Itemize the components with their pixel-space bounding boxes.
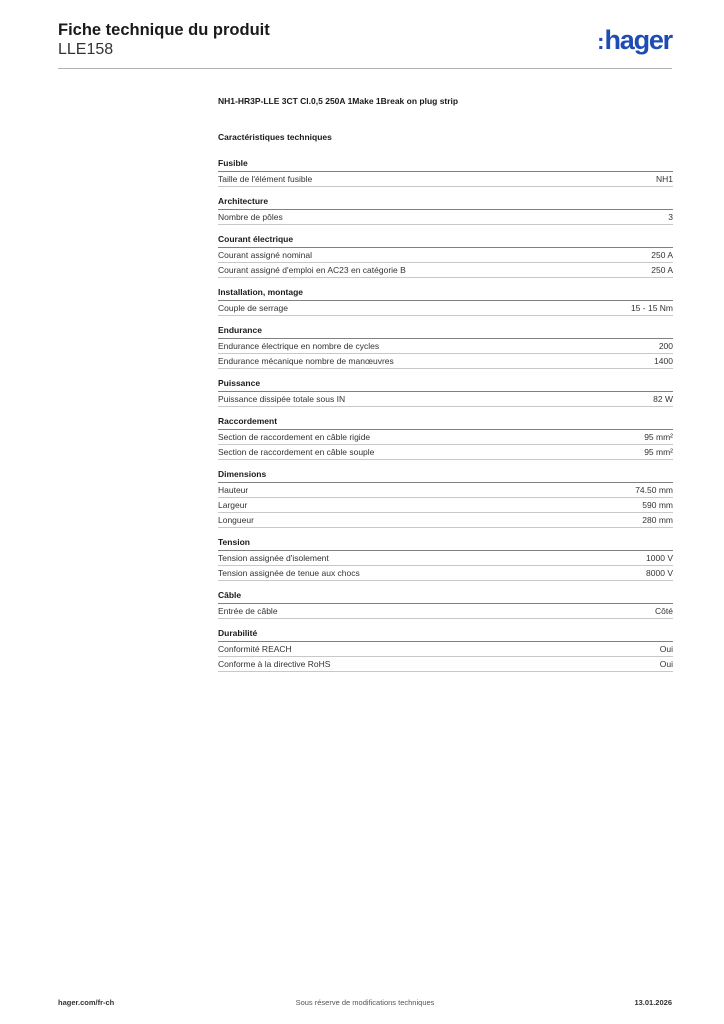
spec-value: 74.50 mm — [635, 485, 673, 495]
spec-row — [218, 551, 673, 566]
spec-value: 95 mm² — [644, 447, 673, 457]
spec-label: Endurance mécanique nombre de manœuvres — [218, 356, 394, 366]
spec-row — [218, 172, 673, 187]
spec-value: 8000 V — [646, 568, 673, 578]
spec-row — [218, 339, 673, 354]
spec-value: Côté — [655, 606, 673, 616]
spec-value: 590 mm — [642, 500, 673, 510]
logo-text: hager — [604, 25, 672, 55]
spec-label: Section de raccordement en câble rigide — [218, 432, 371, 442]
spec-label: Largeur — [218, 500, 248, 510]
spec-label: Conforme à la directive RoHS — [218, 659, 331, 669]
spec-row — [218, 210, 673, 225]
spec-value: Oui — [659, 659, 673, 669]
spec-group-title: Courant électrique — [218, 234, 673, 248]
logo-colon-mark: : — [597, 29, 605, 54]
spec-row — [218, 263, 673, 278]
header-divider — [58, 68, 672, 69]
spec-group — [218, 158, 673, 187]
footer-notice: Sous réserve de modifications techniques — [295, 998, 435, 1007]
spec-group — [218, 416, 673, 460]
section-title: Caractéristiques techniques — [218, 132, 332, 142]
page-header — [58, 20, 270, 60]
spec-label: Section de raccordement en câble souple — [218, 447, 375, 457]
spec-value: 200 — [658, 341, 673, 351]
spec-group-title: Tension — [218, 537, 673, 551]
spec-row — [218, 430, 673, 445]
spec-label: Taille de l'élément fusible — [218, 174, 313, 184]
spec-group-title: Architecture — [218, 196, 673, 210]
spec-group — [218, 234, 673, 278]
spec-content — [218, 96, 673, 681]
spec-label: Longueur — [218, 515, 254, 525]
spec-label: Courant assigné d'emploi en AC23 en catégorie B — [218, 265, 406, 275]
spec-label: Couple de serrage — [218, 303, 288, 313]
spec-groups — [218, 158, 673, 672]
spec-value: 95 mm² — [644, 432, 673, 442]
spec-group — [218, 325, 673, 369]
spec-row — [218, 445, 673, 460]
spec-label: Entrée de câble — [218, 606, 278, 616]
spec-row — [218, 642, 673, 657]
spec-label: Nombre de pôles — [218, 212, 283, 222]
spec-group — [218, 287, 673, 316]
spec-group — [218, 590, 673, 619]
spec-group — [218, 628, 673, 672]
spec-label: Endurance électrique en nombre de cycles — [218, 341, 380, 351]
spec-label: Hauteur — [218, 485, 249, 495]
spec-label: Courant assigné nominal — [218, 250, 313, 260]
hager-logo — [597, 26, 672, 56]
document-title: Fiche technique du produit — [58, 21, 270, 39]
spec-value: 1400 — [654, 356, 673, 366]
spec-value: 15 - 15 Nm — [630, 303, 673, 313]
spec-row — [218, 248, 673, 263]
spec-row — [218, 604, 673, 619]
spec-group-title: Fusible — [218, 158, 673, 172]
spec-value: 250 A — [651, 250, 673, 260]
spec-group — [218, 469, 673, 528]
spec-group — [218, 378, 673, 407]
spec-group-title: Endurance — [218, 325, 673, 339]
spec-group-title: Câble — [218, 590, 673, 604]
footer-date: 13.01.2026 — [634, 998, 672, 1007]
spec-value: Oui — [659, 644, 673, 654]
spec-group-title: Raccordement — [218, 416, 673, 430]
product-reference: LLE158 — [58, 41, 114, 58]
spec-group-title: Dimensions — [218, 469, 673, 483]
spec-group — [218, 196, 673, 225]
spec-label: Tension assignée de tenue aux chocs — [218, 568, 360, 578]
spec-group — [218, 537, 673, 581]
spec-value: 82 W — [653, 394, 673, 404]
spec-group-title: Installation, montage — [218, 287, 673, 301]
spec-group-title: Puissance — [218, 378, 673, 392]
spec-row — [218, 498, 673, 513]
spec-label: Conformité REACH — [218, 644, 292, 654]
spec-row — [218, 483, 673, 498]
spec-row — [218, 392, 673, 407]
spec-value: 280 mm — [642, 515, 673, 525]
spec-group-title: Durabilité — [218, 628, 673, 642]
spec-row — [218, 566, 673, 581]
spec-row — [218, 513, 673, 528]
spec-value: 1000 V — [646, 553, 673, 563]
spec-row — [218, 301, 673, 316]
spec-row — [218, 354, 673, 369]
spec-label: Puissance dissipée totale sous IN — [218, 394, 346, 404]
spec-value: 250 A — [651, 265, 673, 275]
spec-value: NH1 — [655, 174, 673, 184]
spec-label: Tension assignée d'isolement — [218, 553, 329, 563]
footer-website[interactable]: hager.com/fr-ch — [58, 998, 115, 1007]
spec-row — [218, 657, 673, 672]
product-description: NH1-HR3P-LLE 3CT Cl.0,5 250A 1Make 1Break on plug strip — [218, 96, 459, 106]
spec-value: 3 — [668, 212, 673, 222]
